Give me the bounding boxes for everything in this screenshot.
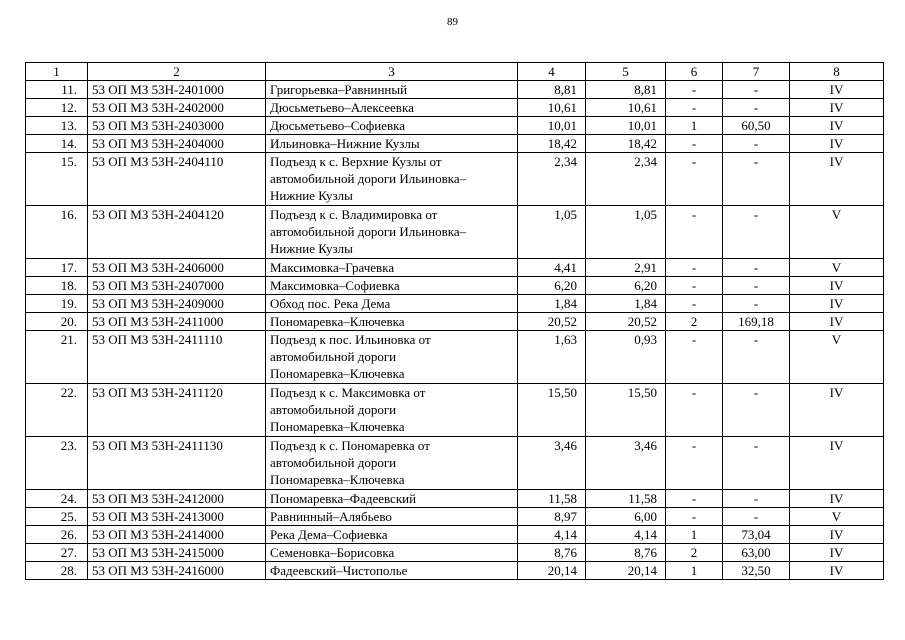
table-row bbox=[26, 384, 884, 437]
road-name-line: Река Дема–Софиевка bbox=[270, 527, 388, 542]
table-row bbox=[26, 259, 884, 277]
length-value: 3,46 bbox=[586, 437, 666, 490]
length-total: 8,81 bbox=[518, 81, 586, 99]
count-value: 2 bbox=[666, 544, 723, 562]
road-name-line: Подъезд к с. Верхние Кузлы от bbox=[270, 154, 442, 169]
length-value: 20,52 bbox=[586, 313, 666, 331]
length-value: 6,00 bbox=[586, 508, 666, 526]
row-number: 28. bbox=[26, 562, 88, 580]
road-code: 53 ОП МЗ 53Н-2411110 bbox=[88, 331, 266, 384]
table-row bbox=[26, 562, 884, 580]
length-value: 8,81 bbox=[586, 81, 666, 99]
road-category: IV bbox=[790, 544, 884, 562]
road-code: 53 ОП МЗ 53Н-2404120 bbox=[88, 206, 266, 259]
length-value: 8,76 bbox=[586, 544, 666, 562]
count-value: 1 bbox=[666, 117, 723, 135]
road-code: 53 ОП МЗ 53Н-2404110 bbox=[88, 153, 266, 206]
road-name-line: Подъезд к с. Пономаревка от bbox=[270, 438, 430, 453]
road-name-line: Максимовка–Софиевка bbox=[270, 278, 400, 293]
length-bridges: - bbox=[723, 508, 790, 526]
road-name-line: Равнинный–Алябьево bbox=[270, 509, 392, 524]
row-number: 14. bbox=[26, 135, 88, 153]
road-code: 53 ОП МЗ 53Н-2406000 bbox=[88, 259, 266, 277]
road-name bbox=[266, 117, 518, 135]
row-number: 12. bbox=[26, 99, 88, 117]
length-bridges: - bbox=[723, 206, 790, 259]
row-number: 20. bbox=[26, 313, 88, 331]
length-value: 18,42 bbox=[586, 135, 666, 153]
header-cell: 8 bbox=[790, 63, 884, 81]
road-name bbox=[266, 313, 518, 331]
row-number: 24. bbox=[26, 490, 88, 508]
row-number: 17. bbox=[26, 259, 88, 277]
road-code: 53 ОП МЗ 53Н-2416000 bbox=[88, 562, 266, 580]
row-number: 26. bbox=[26, 526, 88, 544]
road-category: V bbox=[790, 259, 884, 277]
length-bridges: - bbox=[723, 81, 790, 99]
table-row bbox=[26, 313, 884, 331]
count-value: - bbox=[666, 153, 723, 206]
length-total: 8,97 bbox=[518, 508, 586, 526]
road-name bbox=[266, 490, 518, 508]
length-bridges: 32,50 bbox=[723, 562, 790, 580]
length-value: 15,50 bbox=[586, 384, 666, 437]
header-cell: 5 bbox=[586, 63, 666, 81]
table-row bbox=[26, 508, 884, 526]
road-category: V bbox=[790, 206, 884, 259]
length-value: 10,61 bbox=[586, 99, 666, 117]
road-code: 53 ОП МЗ 53Н-2409000 bbox=[88, 295, 266, 313]
length-value: 2,34 bbox=[586, 153, 666, 206]
length-total: 18,42 bbox=[518, 135, 586, 153]
length-total: 11,58 bbox=[518, 490, 586, 508]
road-code: 53 ОП МЗ 53Н-2404000 bbox=[88, 135, 266, 153]
road-category: V bbox=[790, 508, 884, 526]
road-name-line: Пономаревка–Ключевка bbox=[270, 314, 405, 329]
roads-table bbox=[25, 62, 884, 580]
road-category: IV bbox=[790, 153, 884, 206]
road-name-line: Пономаревка–Ключевка bbox=[270, 419, 405, 434]
length-value: 20,14 bbox=[586, 562, 666, 580]
row-number: 22. bbox=[26, 384, 88, 437]
header-cell: 6 bbox=[666, 63, 723, 81]
table-header-row bbox=[26, 63, 884, 81]
count-value: - bbox=[666, 81, 723, 99]
road-name bbox=[266, 526, 518, 544]
road-category: IV bbox=[790, 384, 884, 437]
road-name-line: Подъезд к с. Владимировка от bbox=[270, 207, 438, 222]
road-name-line: Подъезд к пос. Ильиновка от bbox=[270, 332, 431, 347]
road-name-line: Максимовка–Грачевка bbox=[270, 260, 395, 275]
road-name bbox=[266, 206, 518, 259]
road-code: 53 ОП МЗ 53Н-2412000 bbox=[88, 490, 266, 508]
row-number: 23. bbox=[26, 437, 88, 490]
length-value: 11,58 bbox=[586, 490, 666, 508]
count-value: 2 bbox=[666, 313, 723, 331]
length-value: 4,14 bbox=[586, 526, 666, 544]
table-row bbox=[26, 295, 884, 313]
road-name-line: Дюсьметьево–Софиевка bbox=[270, 118, 406, 133]
road-name-line: автомобильной дороги Ильиновка– bbox=[270, 171, 467, 186]
road-name-line: автомобильной дороги bbox=[270, 402, 397, 417]
length-bridges: 169,18 bbox=[723, 313, 790, 331]
count-value: - bbox=[666, 437, 723, 490]
road-name bbox=[266, 384, 518, 437]
length-bridges: - bbox=[723, 277, 790, 295]
length-bridges: - bbox=[723, 153, 790, 206]
road-name bbox=[266, 544, 518, 562]
table-row bbox=[26, 331, 884, 384]
length-bridges: - bbox=[723, 384, 790, 437]
length-bridges: - bbox=[723, 135, 790, 153]
length-total: 1,05 bbox=[518, 206, 586, 259]
header-cell: 7 bbox=[723, 63, 790, 81]
count-value: - bbox=[666, 295, 723, 313]
row-number: 11. bbox=[26, 81, 88, 99]
road-code: 53 ОП МЗ 53Н-2411000 bbox=[88, 313, 266, 331]
road-name bbox=[266, 508, 518, 526]
length-value: 2,91 bbox=[586, 259, 666, 277]
length-total: 10,61 bbox=[518, 99, 586, 117]
road-name bbox=[266, 99, 518, 117]
row-number: 13. bbox=[26, 117, 88, 135]
road-name bbox=[266, 153, 518, 206]
road-code: 53 ОП МЗ 53Н-2413000 bbox=[88, 508, 266, 526]
count-value: 1 bbox=[666, 562, 723, 580]
road-category: IV bbox=[790, 562, 884, 580]
length-bridges: - bbox=[723, 99, 790, 117]
road-name bbox=[266, 437, 518, 490]
road-name-line: Пономаревка–Ключевка bbox=[270, 366, 405, 381]
road-name-line: Фадеевский–Чистополье bbox=[270, 563, 408, 578]
road-category: IV bbox=[790, 81, 884, 99]
count-value: - bbox=[666, 206, 723, 259]
table-row bbox=[26, 117, 884, 135]
length-total: 4,41 bbox=[518, 259, 586, 277]
table-row bbox=[26, 490, 884, 508]
length-bridges: - bbox=[723, 490, 790, 508]
road-category: IV bbox=[790, 277, 884, 295]
road-name-line: автомобильной дороги Ильиновка– bbox=[270, 224, 467, 239]
road-name bbox=[266, 295, 518, 313]
table-row bbox=[26, 135, 884, 153]
road-code: 53 ОП МЗ 53Н-2415000 bbox=[88, 544, 266, 562]
length-value: 10,01 bbox=[586, 117, 666, 135]
road-name bbox=[266, 259, 518, 277]
length-total: 6,20 bbox=[518, 277, 586, 295]
count-value: - bbox=[666, 277, 723, 295]
row-number: 27. bbox=[26, 544, 88, 562]
count-value: - bbox=[666, 135, 723, 153]
length-bridges: - bbox=[723, 437, 790, 490]
road-category: IV bbox=[790, 135, 884, 153]
table-row bbox=[26, 153, 884, 206]
table-row bbox=[26, 437, 884, 490]
table-row bbox=[26, 81, 884, 99]
length-bridges: 73,04 bbox=[723, 526, 790, 544]
length-value: 1,05 bbox=[586, 206, 666, 259]
length-value: 6,20 bbox=[586, 277, 666, 295]
road-name bbox=[266, 135, 518, 153]
row-number: 15. bbox=[26, 153, 88, 206]
length-total: 3,46 bbox=[518, 437, 586, 490]
count-value: 1 bbox=[666, 526, 723, 544]
length-value: 1,84 bbox=[586, 295, 666, 313]
road-category: IV bbox=[790, 526, 884, 544]
road-name-line: Дюсьметьево–Алексеевка bbox=[270, 100, 414, 115]
row-number: 25. bbox=[26, 508, 88, 526]
length-bridges: - bbox=[723, 295, 790, 313]
count-value: - bbox=[666, 490, 723, 508]
length-bridges: - bbox=[723, 259, 790, 277]
road-name-line: Нижние Кузлы bbox=[270, 241, 353, 256]
road-code: 53 ОП МЗ 53Н-2403000 bbox=[88, 117, 266, 135]
row-number: 16. bbox=[26, 206, 88, 259]
road-name-line: Обход пос. Река Дема bbox=[270, 296, 391, 311]
header-cell: 1 bbox=[26, 63, 88, 81]
road-category: IV bbox=[790, 490, 884, 508]
road-category: IV bbox=[790, 437, 884, 490]
road-name-line: автомобильной дороги bbox=[270, 349, 397, 364]
road-name-line: автомобильной дороги bbox=[270, 455, 397, 470]
road-name-line: Семеновка–Борисовка bbox=[270, 545, 395, 560]
length-total: 1,63 bbox=[518, 331, 586, 384]
length-bridges: - bbox=[723, 331, 790, 384]
road-code: 53 ОП МЗ 53Н-2411120 bbox=[88, 384, 266, 437]
road-category: IV bbox=[790, 295, 884, 313]
count-value: - bbox=[666, 99, 723, 117]
table-row bbox=[26, 526, 884, 544]
road-name-line: Ильиновка–Нижние Кузлы bbox=[270, 136, 420, 151]
count-value: - bbox=[666, 384, 723, 437]
road-name-line: Пономаревка–Ключевка bbox=[270, 472, 405, 487]
length-bridges: 63,00 bbox=[723, 544, 790, 562]
length-total: 10,01 bbox=[518, 117, 586, 135]
header-cell: 2 bbox=[88, 63, 266, 81]
length-total: 1,84 bbox=[518, 295, 586, 313]
length-total: 20,14 bbox=[518, 562, 586, 580]
road-code: 53 ОП МЗ 53Н-2414000 bbox=[88, 526, 266, 544]
road-category: IV bbox=[790, 313, 884, 331]
road-name-line: Пономаревка–Фадеевский bbox=[270, 491, 417, 506]
road-name-line: Григорьевка–Равнинный bbox=[270, 82, 408, 97]
length-total: 8,76 bbox=[518, 544, 586, 562]
table-row bbox=[26, 544, 884, 562]
table-row bbox=[26, 206, 884, 259]
length-value: 0,93 bbox=[586, 331, 666, 384]
length-total: 4,14 bbox=[518, 526, 586, 544]
road-name bbox=[266, 562, 518, 580]
header-cell: 3 bbox=[266, 63, 518, 81]
road-name bbox=[266, 277, 518, 295]
road-name-line: Нижние Кузлы bbox=[270, 188, 353, 203]
road-code: 53 ОП МЗ 53Н-2411130 bbox=[88, 437, 266, 490]
length-total: 15,50 bbox=[518, 384, 586, 437]
row-number: 19. bbox=[26, 295, 88, 313]
count-value: - bbox=[666, 259, 723, 277]
road-name-line: Подъезд к с. Максимовка от bbox=[270, 385, 426, 400]
road-code: 53 ОП МЗ 53Н-2407000 bbox=[88, 277, 266, 295]
length-total: 2,34 bbox=[518, 153, 586, 206]
count-value: - bbox=[666, 331, 723, 384]
road-category: V bbox=[790, 331, 884, 384]
table-row bbox=[26, 99, 884, 117]
road-name bbox=[266, 331, 518, 384]
page-number: 89 bbox=[447, 16, 458, 28]
road-code: 53 ОП МЗ 53Н-2401000 bbox=[88, 81, 266, 99]
header-cell: 4 bbox=[518, 63, 586, 81]
row-number: 21. bbox=[26, 331, 88, 384]
length-bridges: 60,50 bbox=[723, 117, 790, 135]
row-number: 18. bbox=[26, 277, 88, 295]
road-name bbox=[266, 81, 518, 99]
table-row bbox=[26, 277, 884, 295]
count-value: - bbox=[666, 508, 723, 526]
road-category: IV bbox=[790, 99, 884, 117]
length-total: 20,52 bbox=[518, 313, 586, 331]
road-code: 53 ОП МЗ 53Н-2402000 bbox=[88, 99, 266, 117]
road-category: IV bbox=[790, 117, 884, 135]
